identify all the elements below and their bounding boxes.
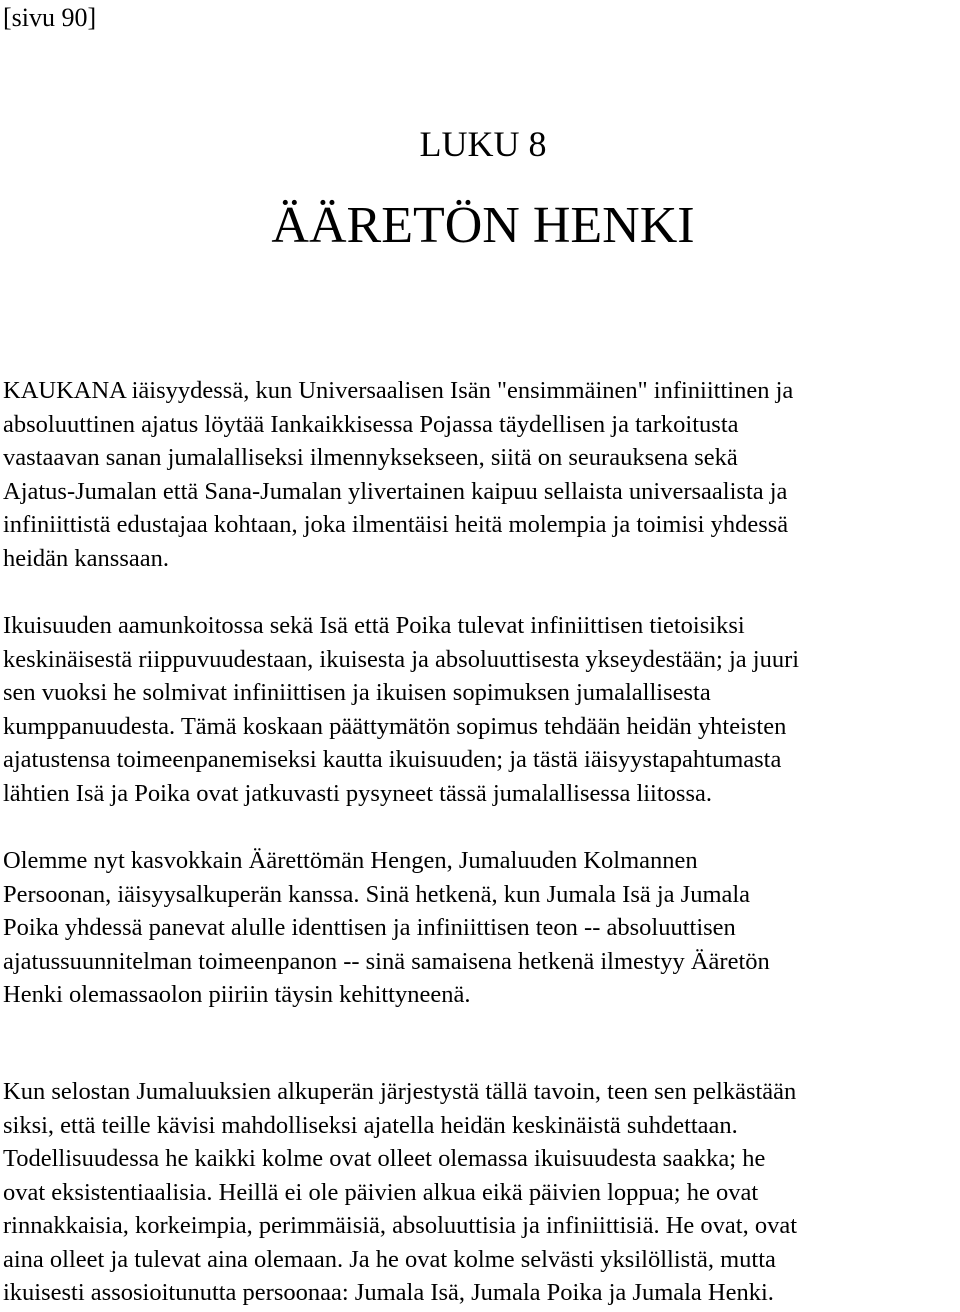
text-line: Todellisuudessa he kaikki kolme ovat olleet olemassa ikuisuudesta saakka; he [3,1145,766,1172]
chapter-label: LUKU 8 [419,124,547,164]
text-line: kumppanuudesta. Tämä koskaan päättymätön sopimus tehdään heidän yhteisten [3,712,787,740]
text-line: heidän kanssaan. [3,544,169,572]
text-line: sen vuoksi he solmivat infiniittisen ja ikuisen sopimuksen jumalallisesta [3,679,711,706]
text-line: infiniittistä edustajaa kohtaan, joka ilmentäisi heitä molempia ja toimisi yhdessä [3,511,789,538]
paragraph-4 [3,1075,960,1310]
text-line: Poika yhdessä panevat alulle identtisen ja infiniittisen teon -- absoluuttisen [3,914,736,941]
text-line: lähtien Isä ja Poika ovat jatkuvasti pysyneet tässä jumalallisessa liitossa. [3,779,712,807]
chapter-title: ÄÄRETÖN HENKI [271,197,695,254]
text-line: siksi, että teille kävisi mahdolliseksi ajatella heidän keskinäistä suhdettaan. [3,1111,738,1139]
text-line: KAUKANA iäisyydessä, kun Universaalisen Isän "ensimmäinen" infiniittinen ja [3,377,794,404]
text-line: Ikuisuuden aamunkoitossa sekä Isä että Poika tulevat infiniittisen tietoisiksi [3,612,745,639]
text-line: Kun selostan Jumaluuksien alkuperän järjestystä tällä tavoin, teen sen pelkästään [3,1078,797,1105]
text-line: Persoonan, iäisyysalkuperän kanssa. Sinä hetkenä, kun Jumala Isä ja Jumala [3,880,751,908]
text-line: ovat eksistentiaalisia. Heillä ei ole päivien alkua eikä päivien loppua; he ovat [3,1178,759,1206]
text-line: ajatussuunnitelman toimeenpanon -- sinä samaisena hetkenä ilmestyy Ääretön [3,947,770,975]
text-line: ikuisesti assosioitunutta persoonaa: Jumala Isä, Jumala Poika ja Jumala Henki. [3,1279,774,1306]
paragraph-1 [3,374,960,575]
page-marker: [sivu 90] [3,3,97,32]
text-line: keskinäisestä riippuvuudestaan, ikuisesta ja absoluuttisesta ykseydestään; ja juuri [3,645,800,673]
text-line: absoluuttinen ajatus löytää Iankaikkisessa Pojassa täydellisen ja tarkoitusta [3,410,739,438]
text-line: rinnakkaisia, korkeimpia, perimmäisiä, absoluuttisia ja infiniittisiä. He ovat, ovat [3,1212,798,1239]
paragraph-3 [3,844,960,1012]
text-line: ajatustensa toimeenpanemiseksi kautta ikuisuuden; ja tästä iäisyystapahtumasta [3,746,782,773]
text-line: Ajatus-Jumalan että Sana-Jumalan ylivertainen kaipuu sellaista universaalista ja [3,477,788,505]
text-line: vastaavan sanan jumalalliseksi ilmennyksekseen, siitä on seurauksena sekä [3,444,738,471]
text-line: aina olleet ja tulevat aina olemaan. Ja he ovat kolme selvästi yksilöllistä, mutta [3,1245,776,1273]
text-line: Henki olemassaolon piiriin täysin kehittyneenä. [3,981,471,1008]
text-line: Olemme nyt kasvokkain Äärettömän Hengen, Jumaluuden Kolmannen [3,847,698,874]
paragraph-2 [3,609,960,810]
